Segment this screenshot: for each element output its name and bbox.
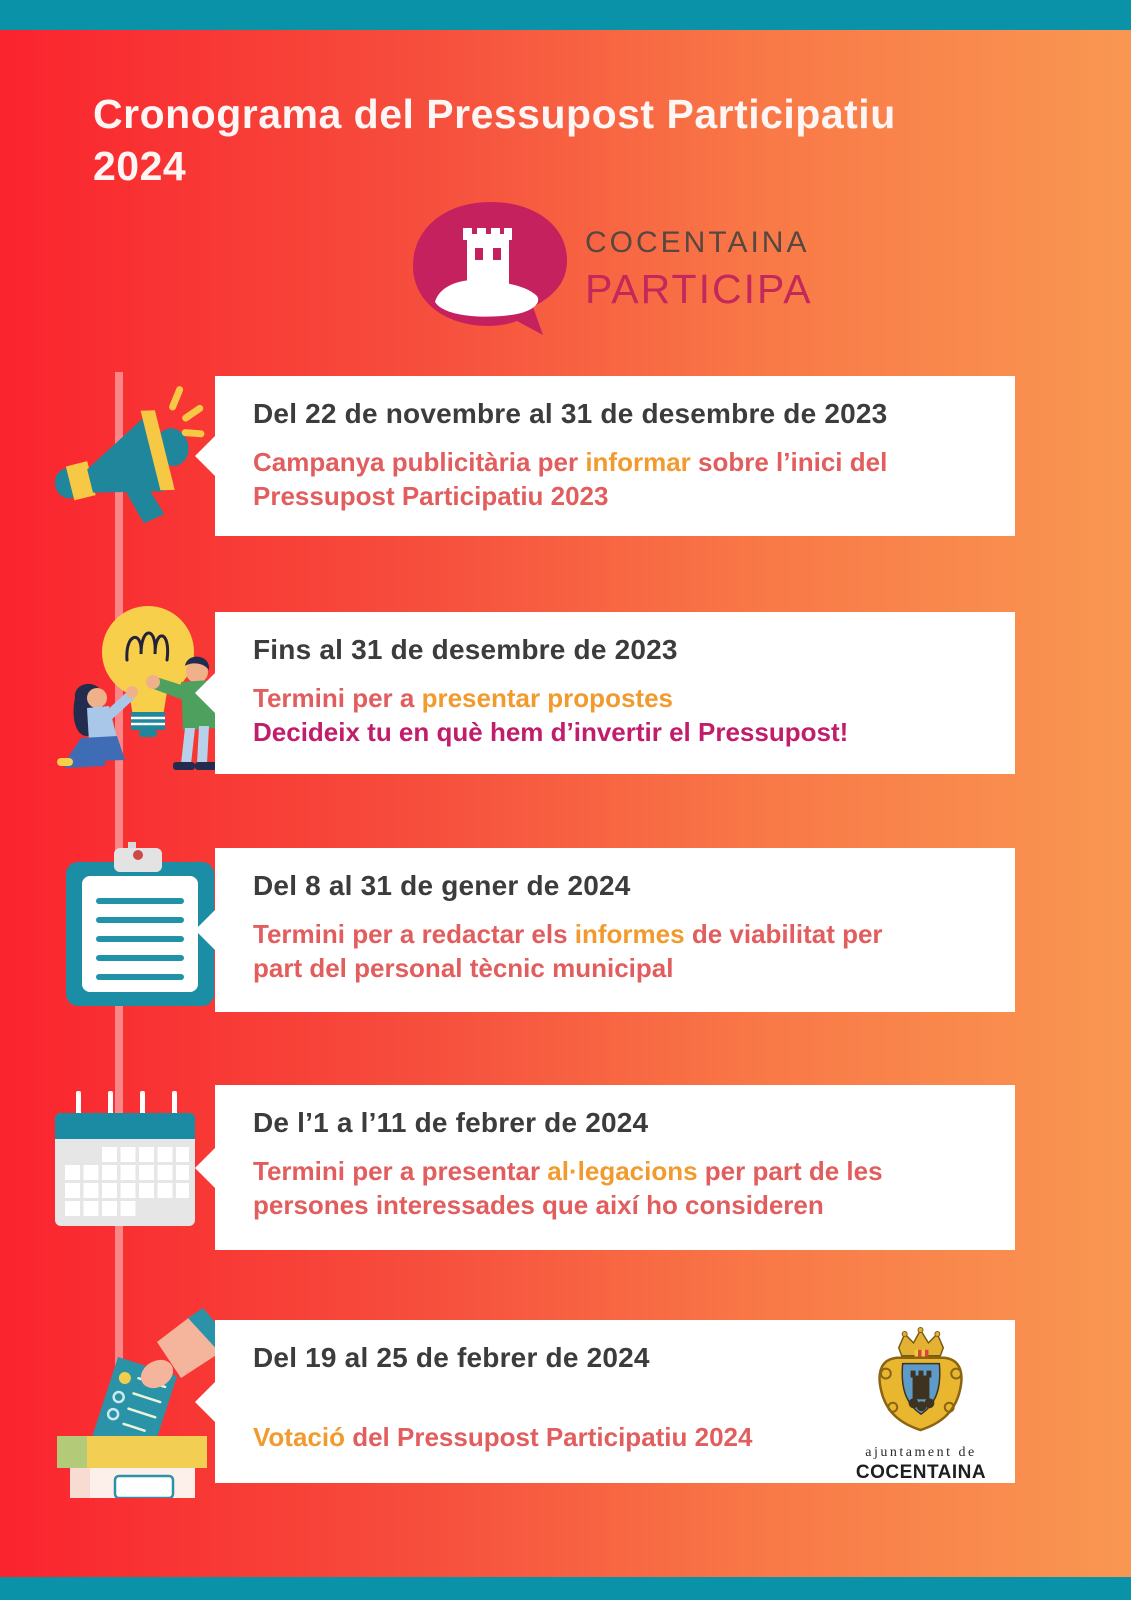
- page-title: [93, 88, 993, 192]
- logo-wordmark: [585, 226, 813, 313]
- event-description: Termini per a presentar al·legacions per part de les persones interessades que així ho consideren: [253, 1156, 883, 1220]
- page-title-line2: 2024: [93, 143, 187, 189]
- coat-of-arms-icon: [869, 1324, 973, 1436]
- calendar-icon: [55, 1091, 195, 1228]
- top-teal-bar: [0, 0, 1131, 30]
- event-date: Fins al 31 de desembre de 2023: [253, 634, 678, 665]
- event-date: Del 22 de novembre al 31 de desembre de 2023: [253, 398, 888, 429]
- page-title-line1: Cronograma del Pressupost Participatiu: [93, 91, 896, 137]
- event-date: De l’1 a l’11 de febrer de 2024: [253, 1107, 649, 1138]
- ajuntament-cocentaina-logo: [841, 1324, 1001, 1484]
- speech-bubble-castle-icon: [405, 198, 573, 338]
- timeline-card-2: [215, 612, 1015, 774]
- event-description: Termini per a redactar els informes de viabilitat per part del personal tècnic municipal: [253, 919, 883, 983]
- bottom-teal-bar: [0, 1577, 1131, 1600]
- event-date: Del 8 al 31 de gener de 2024: [253, 870, 631, 901]
- logo-cocentaina-text: COCENTAINA: [585, 226, 810, 259]
- event-date: Del 19 al 25 de febrer de 2024: [253, 1342, 650, 1373]
- cocentaina-participa-logo: [405, 198, 813, 338]
- timeline-card-1: [215, 376, 1015, 536]
- event-description: Votació del Pressupost Participatiu 2024: [253, 1422, 753, 1452]
- event-description: Termini per a presentar propostes Decideix tu en què hem d’invertir el Pressupost!: [253, 683, 849, 747]
- cocentaina-text: COCENTAINA: [855, 1462, 987, 1483]
- event-description: Campanya publicitària per informar sobre l’inici del Pressupost Participatiu 2023: [253, 447, 888, 511]
- timeline-card-5: [215, 1320, 1015, 1483]
- timeline-card-4: [215, 1085, 1015, 1250]
- ajuntament-de-text: ajuntament de: [865, 1445, 977, 1460]
- logo-participa-text: PARTICIPA: [585, 266, 813, 312]
- timeline-card-3: [215, 848, 1015, 1012]
